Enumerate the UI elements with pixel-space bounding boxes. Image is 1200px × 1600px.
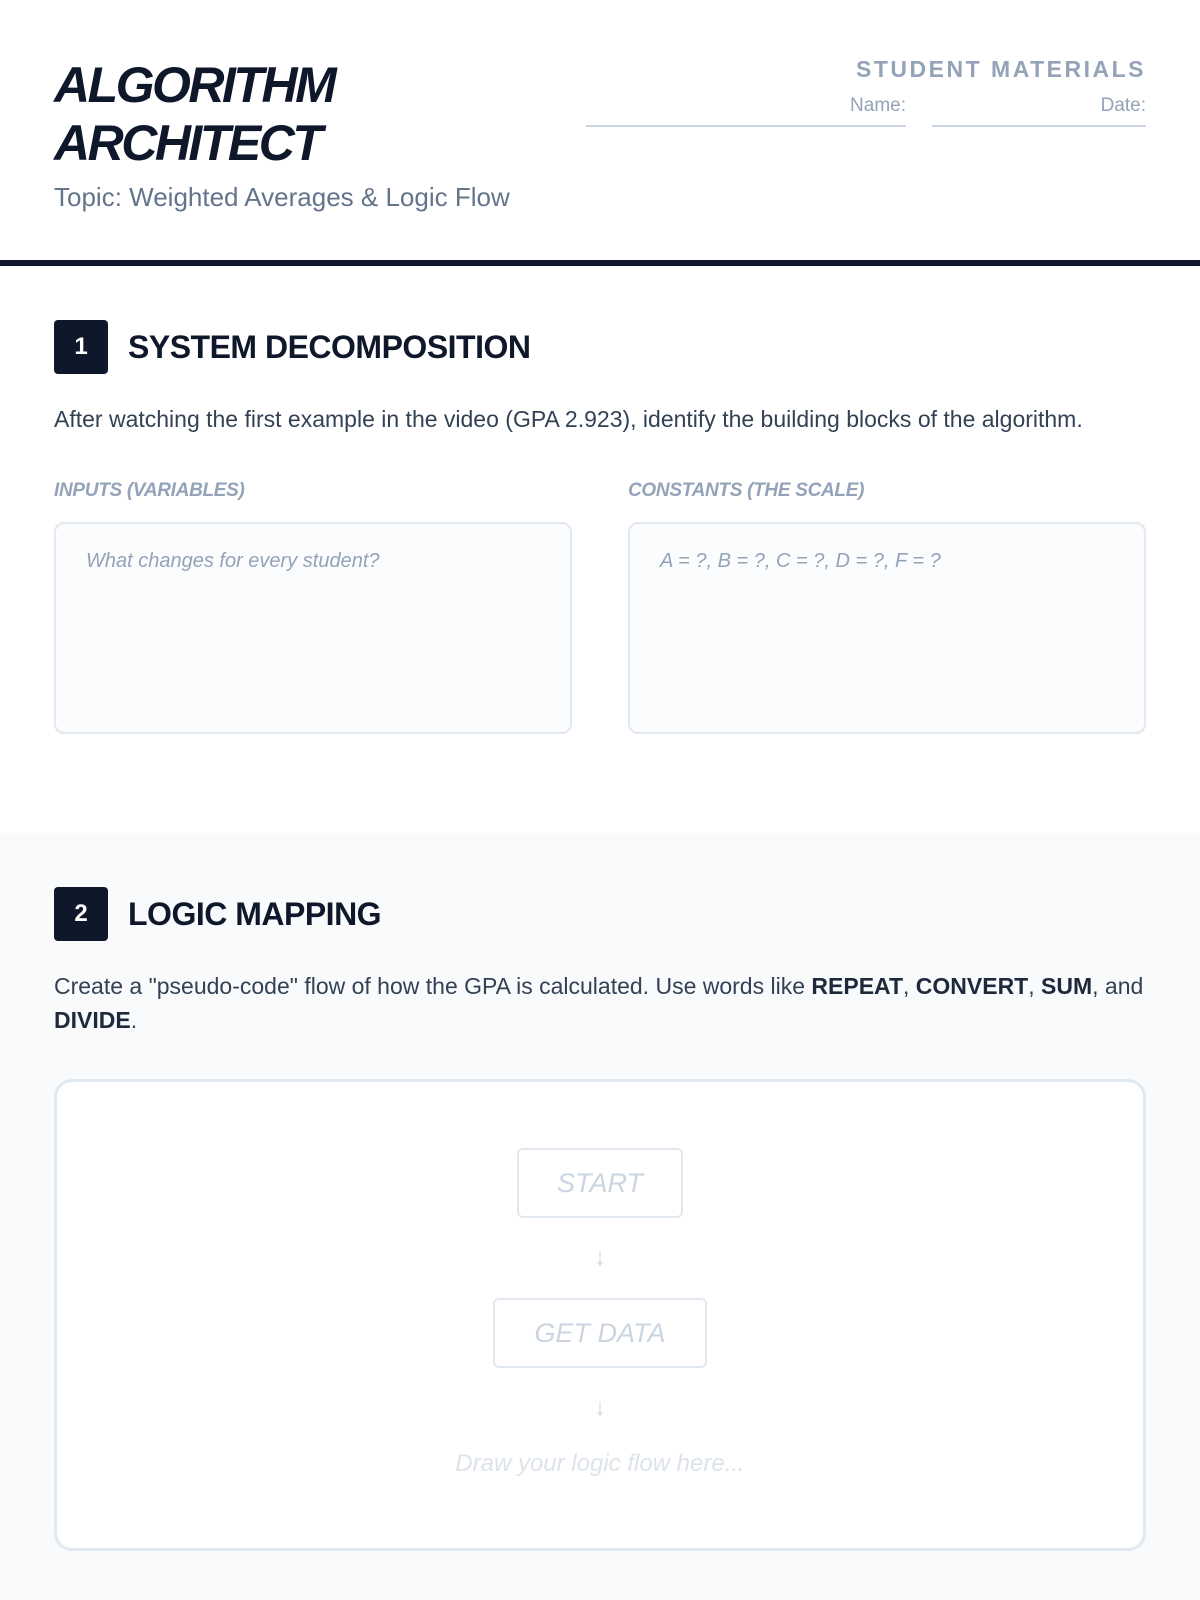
worksheet-title xyxy=(54,56,614,172)
logic-flow-canvas[interactable] xyxy=(54,1079,1146,1551)
flow-node-get-data: GET DATA xyxy=(493,1298,707,1368)
section-number-badge: 2 xyxy=(54,887,108,941)
flow-hint-text: Draw your logic flow here... xyxy=(455,1450,745,1477)
date-field[interactable] xyxy=(932,95,1146,127)
name-label: Name: xyxy=(850,95,906,116)
constants-answer-box[interactable] xyxy=(628,522,1146,734)
flow-template xyxy=(57,1148,1143,1478)
name-field[interactable] xyxy=(586,95,906,127)
flow-node-start: START xyxy=(517,1148,683,1218)
separator: , xyxy=(903,973,916,999)
arrow-down-icon: ↓ xyxy=(594,1244,606,1271)
title-line-1: ALGORITHM xyxy=(54,57,335,113)
title-line-2: ARCHITECT xyxy=(54,115,321,171)
separator: , and xyxy=(1092,973,1144,999)
section-description xyxy=(54,969,1146,1037)
student-meta xyxy=(586,56,1146,127)
inputs-column xyxy=(54,480,572,734)
materials-label: STUDENT MATERIALS xyxy=(856,56,1146,82)
separator: , xyxy=(1028,973,1042,999)
section-system-decomposition xyxy=(0,266,1200,833)
worksheet-header xyxy=(0,0,1200,266)
student-fields xyxy=(586,95,1146,127)
constants-placeholder: A = ?, B = ?, C = ?, D = ?, F = ? xyxy=(660,550,941,572)
section-number-badge: 1 xyxy=(54,320,108,374)
keyword-sum: SUM xyxy=(1041,973,1093,999)
keyword-convert: CONVERT xyxy=(915,973,1029,999)
section-heading xyxy=(54,320,1146,374)
section-title: LOGIC MAPPING xyxy=(128,895,382,932)
section-logic-mapping xyxy=(0,833,1200,1600)
inputs-answer-box[interactable] xyxy=(54,522,572,734)
description-intro: Create a "pseudo-code" flow of how the GPA is calculated. Use words like xyxy=(54,973,812,999)
title-block xyxy=(54,56,614,213)
inputs-placeholder: What changes for every student? xyxy=(86,550,380,572)
inputs-label: INPUTS (VARIABLES) xyxy=(54,480,245,501)
arrow-down-icon: ↓ xyxy=(594,1394,606,1421)
keyword-repeat: REPEAT xyxy=(811,973,903,999)
keyword-divide: DIVIDE xyxy=(54,1007,131,1033)
description-end: . xyxy=(130,1007,138,1033)
topic-subtitle: Topic: Weighted Averages & Logic Flow xyxy=(54,182,510,212)
decomposition-columns xyxy=(54,480,1146,734)
date-label: Date: xyxy=(1100,95,1146,116)
constants-label: CONSTANTS (THE SCALE) xyxy=(628,480,865,501)
section-description: After watching the first example in the video (GPA 2.923), identify the building blocks of the algorithm. xyxy=(54,406,1083,432)
constants-column xyxy=(628,480,1146,734)
section-title: SYSTEM DECOMPOSITION xyxy=(128,328,531,365)
section-heading xyxy=(54,887,1146,941)
